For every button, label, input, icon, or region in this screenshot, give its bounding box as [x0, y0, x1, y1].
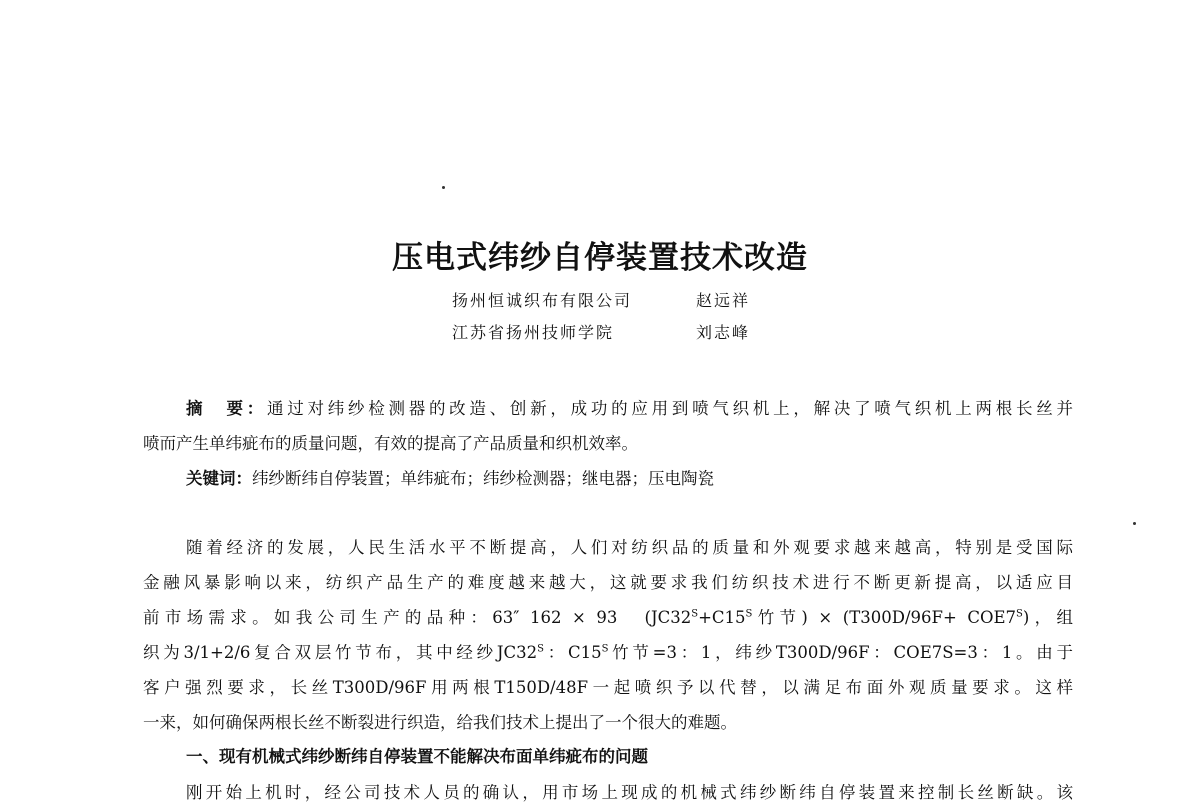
- body-line: 一来，如何确保两根长丝不断裂进行织造，给我们技术上提出了一个很大的难题。: [143, 713, 737, 732]
- author-name: 刘志峰: [696, 323, 751, 342]
- affiliation-org: 江苏省扬州技师学院: [452, 323, 615, 342]
- abstract-label: 摘 要：: [186, 399, 267, 418]
- keywords-text: 纬纱断纬自停装置；单纬疵布；纬纱检测器；继电器；压电陶瓷: [252, 469, 714, 488]
- superscript: S: [601, 643, 609, 655]
- superscript: S: [1016, 608, 1023, 620]
- affiliation-org: 扬州恒诚织布有限公司: [452, 291, 633, 310]
- scan-speck: [442, 186, 445, 189]
- body-text: 竹节) × (T300D/96F+ COE7: [752, 608, 1017, 627]
- body-text: 前市场需求。如我公司生产的品种：63″ 162 × 93 (JC32: [143, 608, 692, 627]
- affiliation-row: [0, 289, 1200, 313]
- keywords-label: 关键词：: [186, 469, 252, 488]
- body-line: 金融风暴影响以来，纺织产品生产的难度越来越大，这就要求我们纺织技术进行不断更新提高，以适应目: [143, 573, 1073, 592]
- superscript: S: [691, 608, 699, 620]
- body-text: )，组: [1022, 608, 1073, 627]
- body-line: [143, 642, 1073, 664]
- paper-title: 压电式纬纱自停装置技术改造: [392, 240, 808, 276]
- abstract-line: [186, 398, 1073, 420]
- scan-speck: [1133, 522, 1136, 525]
- superscript: S: [745, 608, 753, 620]
- body-text: 竹节=3：1，纬纱T300D/96F：COE7S=3：1。由于: [608, 643, 1074, 662]
- abstract-text: 通过对纬纱检测器的改造、创新，成功的应用到喷气织机上，解决了喷气织机上两根长丝并: [266, 399, 1074, 418]
- body-text: +C15: [698, 608, 746, 627]
- author-name: 赵远祥: [696, 291, 751, 310]
- superscript: S: [537, 643, 544, 655]
- body-line: [143, 607, 1073, 629]
- body-text: ：C15: [544, 643, 602, 662]
- section-heading: 一、现有机械式纬纱断纬自停装置不能解决布面单纬疵布的问题: [186, 747, 648, 766]
- abstract-line: 喷而产生单纬疵布的质量问题，有效的提高了产品质量和织机效率。: [143, 434, 638, 453]
- body-line: 随着经济的发展，人民生活水平不断提高，人们对纺织品的质量和外观要求越来越高，特别是受国际: [186, 538, 1073, 557]
- keywords-line: [186, 468, 1073, 490]
- body-line: 刚开始上机时，经公司技术人员的确认，用市场上现成的机械式纬纱断纬自停装置来控制长丝断缺。该: [186, 783, 1073, 802]
- body-line: 客户强烈要求，长丝T300D/96F用两根T150D/48F一起喷织予以代替，以满足布面外观质量要求。这样: [143, 678, 1073, 697]
- body-text: 织为3/1+2/6复合双层竹节布，其中经纱JC32: [143, 643, 538, 662]
- affiliation-row: [0, 321, 1200, 345]
